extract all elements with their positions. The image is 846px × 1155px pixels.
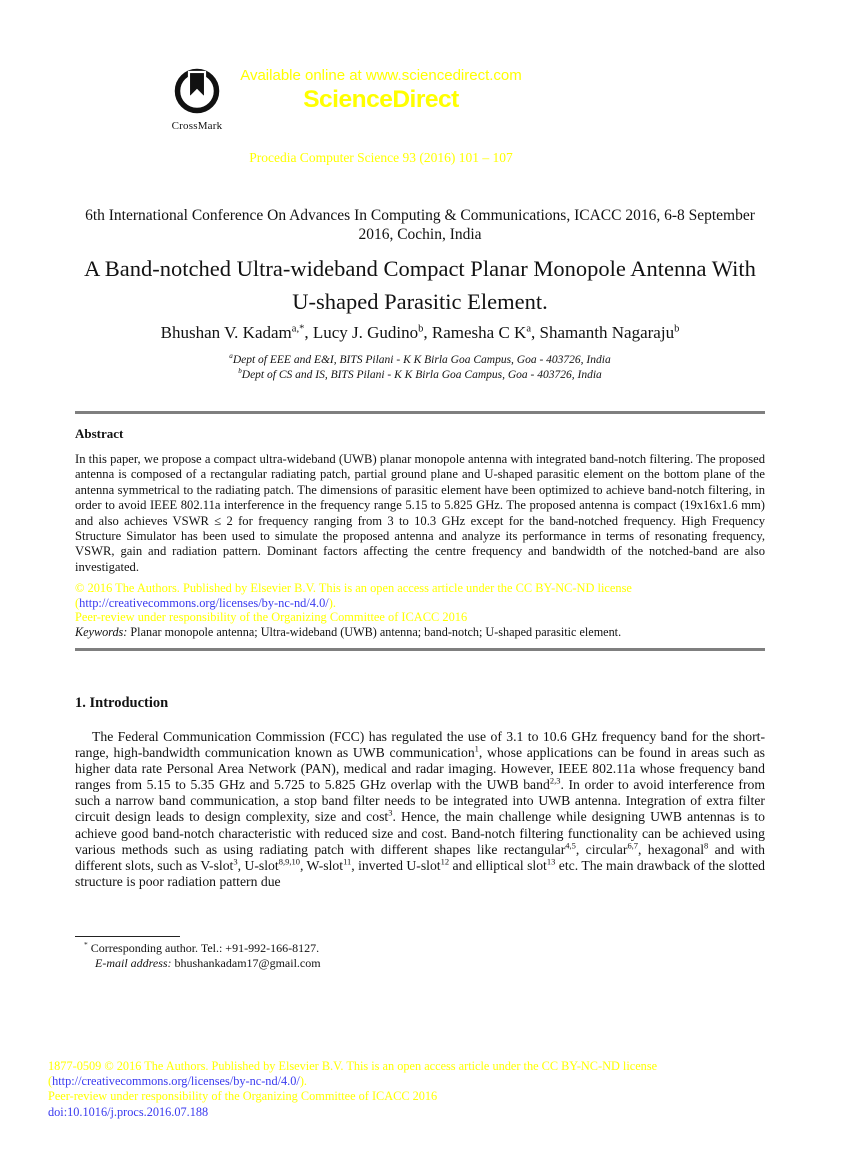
cc-license-line <box>75 596 765 611</box>
keywords-line <box>75 625 765 640</box>
peer-review-line: Peer-review under responsibility of the Organizing Committee of ICACC 2016 <box>75 610 468 625</box>
keywords-text: Planar monopole antenna; Ultra-wideband (UWB) antenna; band-notch; U-shaped parasitic element. <box>130 625 622 639</box>
affiliation-b: $^b$Dept of CS and IS, BITS Pilani - K K Birla Goa Campus, Goa - 403726, India <box>238 366 602 381</box>
footer-paren-open: ( <box>48 1074 53 1089</box>
introduction-heading: 1. Introduction <box>75 695 169 711</box>
crossmark-label: CrossMark <box>171 120 223 132</box>
footnote-rule <box>75 936 180 937</box>
cc-paren-close: ). <box>328 595 336 610</box>
conference-heading: 6th International Conference On Advances In Computing & Communications, ICACC 2016, 6-8 September 2016, Cochin, India <box>85 207 755 243</box>
introduction-text: The Federal Communication Commission (FCC) has regulated the use of 3.1 to 10.6 GHz frequency band for the short-range, high-bandwidth communication known as UWB communication$^1$, whose applications can be found in areas such as higher data rate Personal Area Network (PAN), medical and radar imaging. However, IEEE 802.11a whose frequency band ranges from 5.15 to 5.35 GHz and 5.725 to 5.825 GHz overlap with the UWB band$^{2,3}$. In order to avoid interference from such a narrow band communication, a stop band filter needs to be integrated into UWB antenna. Integration of extra filter circuit design leads to design complexity, size and cost$^3$. Hence, the main challenge while designing UWB antennas is to achieve good band-notch characteristic with reduced size and cost. Band-notch filtering functionality can be achieved using various methods such as using radiating patch with different shapes like rectangular$^{4,5}$, circular$^{6,7}$, hexagonal$^8$ and with different slots, such as V-slot$^3$, U-slot$^{8,9,10}$, W-slot$^{11}$, inverted U-slot$^{12}$ and elliptical slot$^{13}$ etc. The main drawback of the slotted structure is poor radiation pattern due <box>75 729 766 889</box>
corresponding-author-note: * Corresponding author. Tel.: +91-992-166-8127. <box>84 940 320 955</box>
email-note: E-mail address: bhushankadam17@gmail.com <box>95 956 321 970</box>
footer-cc-line <box>48 1074 768 1089</box>
footer-block <box>48 1059 768 1120</box>
footer-issn-line: 1877-0509 © 2016 The Authors. Published by Elsevier B.V. This is an open access article under the CC BY-NC-ND license <box>48 1059 658 1073</box>
available-online-text: Available online at www.sciencedirect.com <box>240 67 522 84</box>
footer-doi: doi:10.1016/j.procs.2016.07.188 <box>48 1104 209 1119</box>
section-rule-top <box>75 411 765 414</box>
paper-title: A Band-notched Ultra-wideband Compact Planar Monopole Antenna With U-shaped Parasitic Element. <box>84 256 756 314</box>
keywords-label: Keywords: <box>75 625 128 639</box>
journal-citation: Procedia Computer Science 93 (2016) 101 – 107 <box>249 150 513 165</box>
sciencedirect-logo[interactable]: ScienceDirect <box>303 86 459 113</box>
affiliations <box>75 353 765 382</box>
footer-cc-link[interactable]: http://creativecommons.org/licenses/by-nc-nd/4.0/ <box>52 1074 300 1089</box>
authors-line: Bhushan V. Kadam$^{a,*}$, Lucy J. Gudino$^b$, Ramesha C $K^a$, Shamanth Nagaraju$^b$ <box>160 323 680 342</box>
section-rule-bottom <box>75 648 765 651</box>
abstract-text: In this paper, we propose a compact ultra-wideband (UWB) planar monopole antenna with integrated band-notch filtering. The proposed antenna is composed of a rectangular radiating patch, partial ground plane and U-shaped parasitic element on the bottom plane of the antenna symmetrical to the radiating patch. The dimensions of parasitic element have been optimized to achieve band-notch filtering, in order to avoid IEEE 802.11a interference in the frequency range 5.15 to 5.825 GHz. The proposed antenna is compact (19x16x1.6 mm) and also achieves VSWR ≤ 2 for frequency ranging from 3 to 10.3 GHz except for the band-notched frequency. High Frequency Structure Simulator has been used to simulate the proposed antenna and analyze its performance in terms of resonating frequency, VSWR, gain and radiation pattern. Dominant factors affecting the centre frequency and bandwidth of the notched-band are also investigated. <box>75 452 765 574</box>
footer-paren-close: ). <box>299 1074 307 1089</box>
abstract-heading: Abstract <box>75 426 124 441</box>
cc-paren-open: ( <box>75 595 80 610</box>
footnote-block <box>75 936 595 971</box>
footer-peer-review-line: Peer-review under responsibility of the Organizing Committee of ICACC 2016 <box>48 1089 438 1104</box>
affiliation-a: $^a$Dept of EEE and E&I, BITS Pilani - K K Birla Goa Campus, Goa - 403726, India <box>229 352 611 366</box>
copyright-line: © 2016 The Authors. Published by Elsevier B.V. This is an open access article under the CC BY-NC-ND license <box>75 581 632 595</box>
license-block <box>75 581 765 625</box>
cc-license-link[interactable]: http://creativecommons.org/licenses/by-nc-nd/4.0/ <box>79 595 329 610</box>
